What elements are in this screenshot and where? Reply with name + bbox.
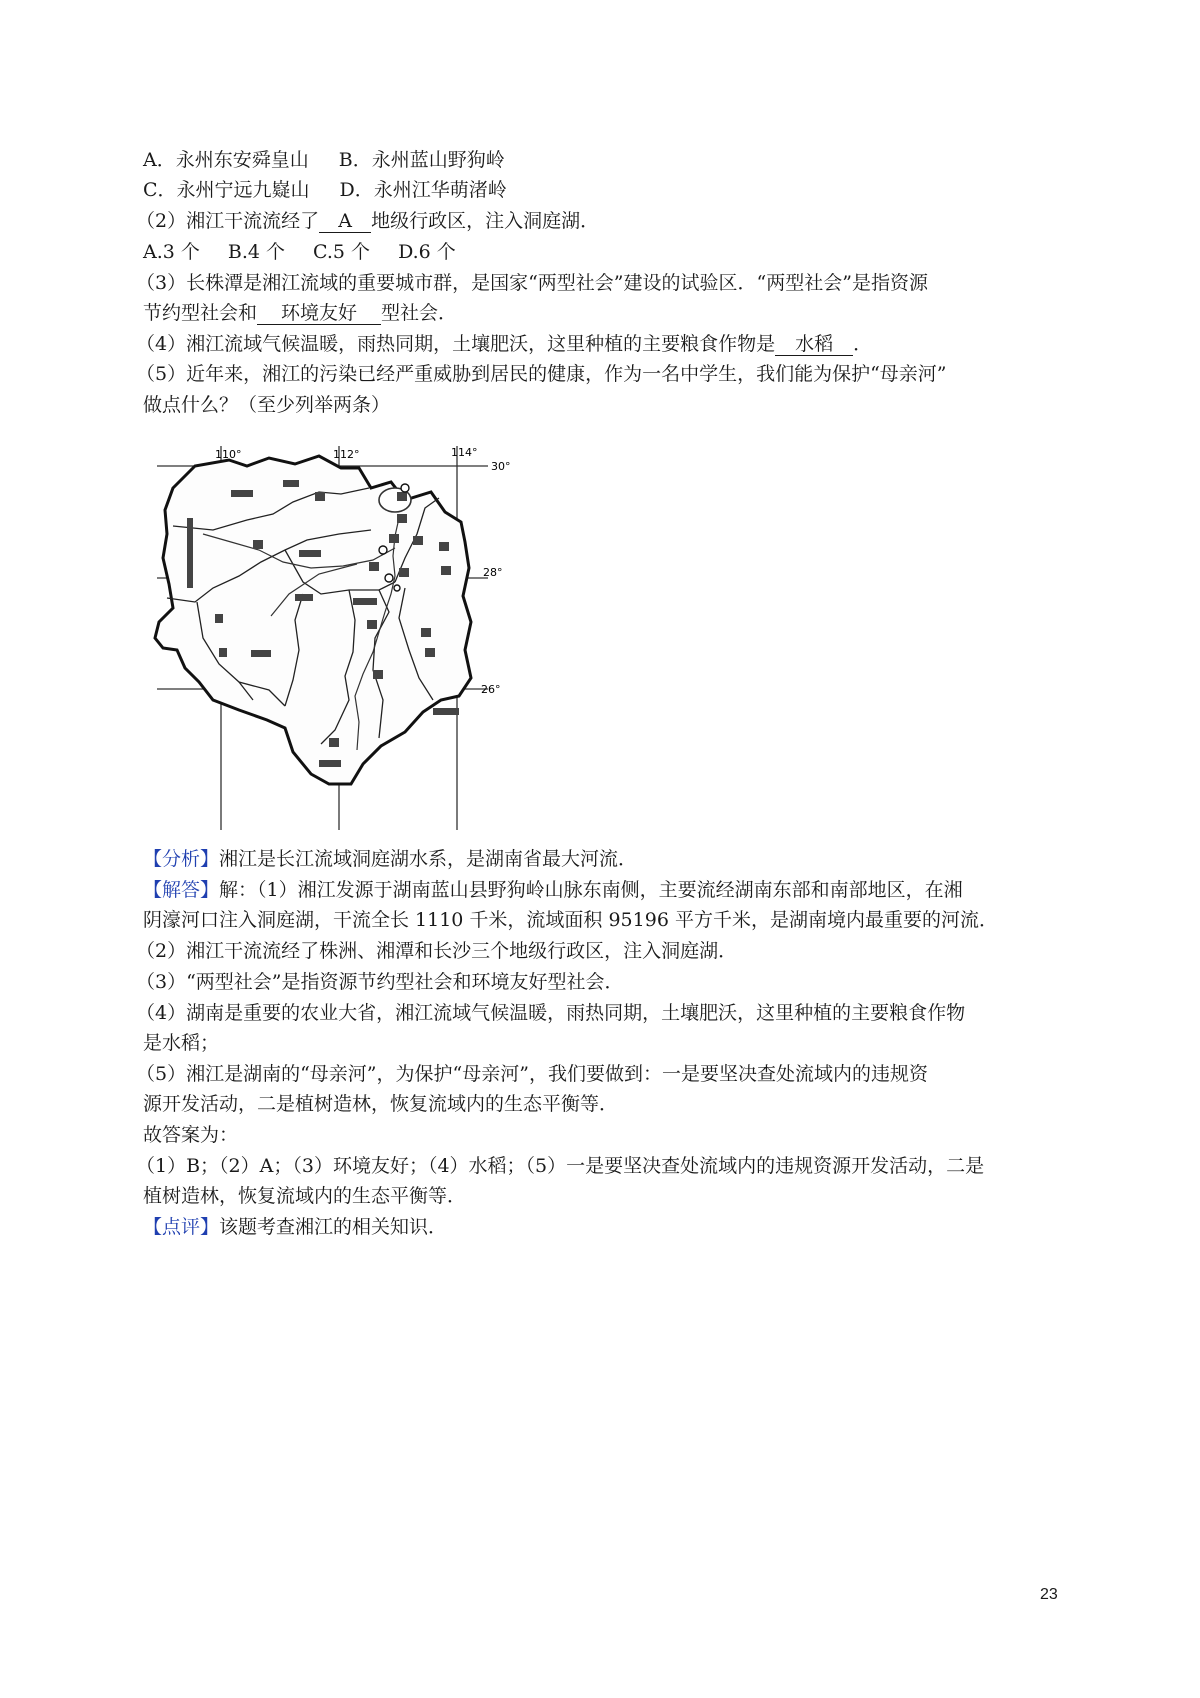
q1-option-b: B．永州蓝山野狗岭 [338, 149, 505, 171]
page-number: 23 [1040, 1586, 1058, 1603]
q5-line-2: 做点什么？（至少列举两条） [143, 394, 391, 416]
answer-line-10: （1）B；（2）A；（3）环境友好；（4）水稻；（5）一是要坚决查处流域内的违规资源开发活动，二是 [136, 1155, 985, 1177]
answer-line-6: 是水稻； [143, 1032, 220, 1054]
answer-line-9: 故答案为： [143, 1124, 239, 1146]
region-label-mark [231, 490, 253, 497]
lon-label-114: 114° [451, 446, 478, 459]
comment-paragraph: 【点评】该题考查湘江的相关知识． [143, 1216, 448, 1238]
q3-answer-blank: 环境友好 [257, 302, 381, 325]
answer-line-7: （5）湘江是湖南的“母亲河”，为保护“母亲河”，我们要做到：一是要坚决查处流域内的违规资 [136, 1063, 928, 1085]
q1-option-d: D．永州江华萌渚岭 [339, 179, 507, 201]
region-label-mark [389, 534, 399, 543]
region-label-mark [421, 628, 431, 637]
region-label-mark [251, 650, 271, 657]
region-label-mark [425, 648, 435, 657]
answer-line-1: 【解答】解：（1）湘江发源于湖南蓝山县野狗岭山脉东南侧，主要流经湖南东部和南部地区，在湘 [143, 879, 963, 901]
region-label-mark [373, 670, 383, 679]
region-label-mark [439, 542, 449, 551]
q3-line-2: 节约型社会和 环境友好 型社会． [143, 302, 458, 324]
region-label-mark [319, 760, 341, 767]
comment-tag: 【点评】 [143, 1216, 220, 1238]
region-label-mark [397, 492, 407, 501]
city-marker [379, 546, 387, 554]
q2-options [143, 240, 456, 264]
answer-line-8: 源开发活动，二是植树造林，恢复流域内的生态平衡等． [143, 1093, 619, 1115]
q5-line-1: （5）近年来，湘江的污染已经严重威胁到居民的健康，作为一名中学生，我们能为保护“母亲河” [136, 363, 947, 385]
answer-line-2: 阴濠河口注入洞庭湖，干流全长 1110 千米，流域面积 95196 平方千米，是湖南境内最重要的河流． [143, 909, 998, 931]
region-label-mark [367, 620, 377, 629]
region-label-mark [369, 562, 379, 571]
lat-label-30: 30° [491, 460, 511, 473]
region-label-mark [253, 540, 263, 549]
answer-tag: 【解答】 [143, 879, 220, 901]
region-label-mark [397, 514, 407, 523]
q2-answer-blank: A [319, 210, 371, 233]
city-marker [401, 484, 409, 492]
q1-option-c: C．永州宁远九嶷山 [143, 179, 310, 201]
answer-line-3: （2）湘江干流流经了株洲、湘潭和长沙三个地级行政区，注入洞庭湖． [136, 940, 738, 962]
city-marker [394, 585, 400, 591]
q2-option-c: C.5 个 [313, 241, 371, 263]
q3-line-1: （3）长株潭是湘江流域的重要城市群，是国家“两型社会”建设的试验区．“两型社会”是指资源 [136, 272, 928, 294]
region-label-mark [295, 594, 313, 601]
answer-line-5: （4）湖南是重要的农业大省，湘江流域气候温暖，雨热同期，土壤肥沃，这里种植的主要粮食作物 [136, 1002, 966, 1024]
q4-stem: （4）湘江流域气候温暖，雨热同期，土壤肥沃，这里种植的主要粮食作物是 水稻 ． [136, 333, 873, 355]
answer-line-11: 植树造林，恢复流域内的生态平衡等． [143, 1185, 467, 1207]
q1-options-row-2 [143, 178, 507, 202]
region-label-mark [283, 480, 299, 487]
region-label-mark [219, 648, 227, 657]
lon-label-110: 110° [215, 448, 242, 461]
region-label-mark [399, 568, 409, 577]
lat-label-28: 28° [483, 566, 503, 579]
q1-options-row-1 [143, 148, 505, 172]
q1-option-a: A．永州东安舜皇山 [143, 149, 309, 171]
region-label-mark [187, 518, 193, 588]
q2-stem: （2）湘江干流流经了 A 地级行政区，注入洞庭湖． [136, 210, 600, 232]
lon-label-112: 112° [333, 448, 360, 461]
region-label-mark [315, 492, 325, 501]
hunan-map-figure [143, 438, 528, 833]
q4-answer-blank: 水稻 [775, 333, 853, 356]
analysis-tag: 【分析】 [143, 848, 220, 870]
region-label-mark [353, 598, 377, 605]
q2-option-d: D.6 个 [398, 241, 456, 263]
region-label-mark [441, 566, 451, 575]
region-label-mark [413, 536, 423, 545]
analysis-paragraph: 【分析】湘江是长江流域洞庭湖水系，是湖南省最大河流． [143, 848, 638, 870]
answer-line-4: （3）“两型社会”是指资源节约型社会和环境友好型社会． [136, 971, 624, 993]
q2-option-b: B.4 个 [227, 241, 286, 263]
region-label-mark [299, 550, 321, 557]
region-label-mark [329, 738, 339, 747]
region-label-mark [215, 614, 223, 623]
province-outline [155, 456, 471, 784]
city-marker [385, 574, 393, 582]
q2-option-a: A.3 个 [143, 241, 200, 263]
lat-label-26: 26° [481, 683, 501, 696]
region-label-mark [433, 708, 459, 715]
